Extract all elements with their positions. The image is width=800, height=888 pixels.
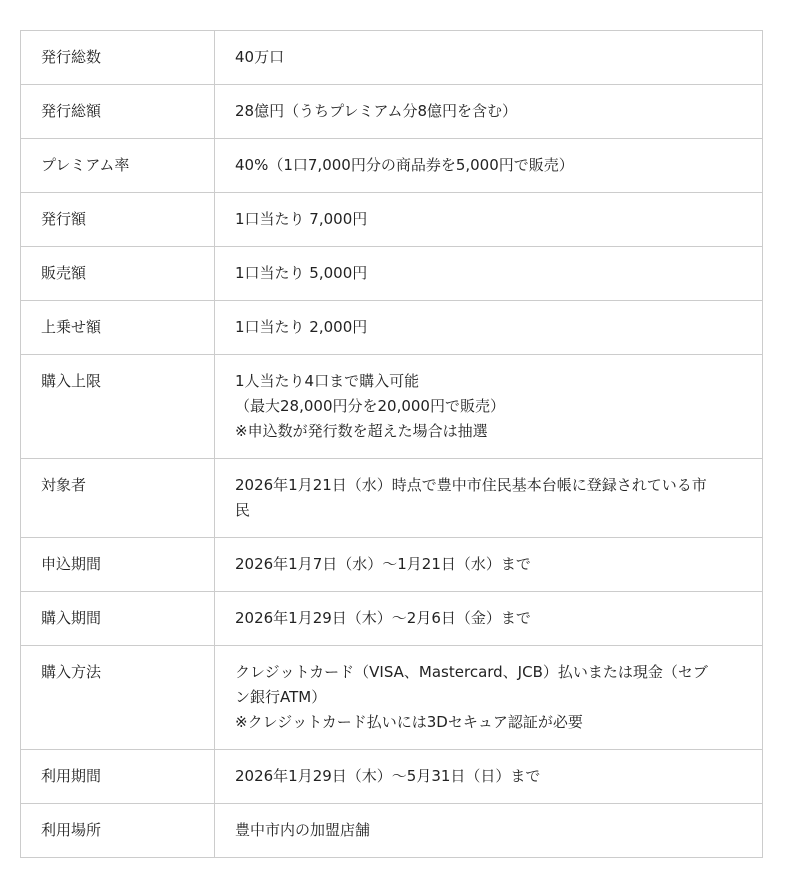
row-value bbox=[215, 139, 763, 193]
row-value-line: 1人当たり4口まで購入可能 bbox=[235, 372, 420, 390]
row-value-line: （最大28,000円分を20,000円で販売） bbox=[235, 397, 505, 415]
table-row bbox=[21, 592, 763, 646]
row-label: 上乗せ額 bbox=[21, 301, 215, 355]
row-value bbox=[215, 592, 763, 646]
row-value bbox=[215, 193, 763, 247]
row-value-line: 1口当たり 7,000円 bbox=[235, 210, 368, 228]
row-value bbox=[215, 804, 763, 858]
table-row bbox=[21, 538, 763, 592]
row-value bbox=[215, 85, 763, 139]
row-value-line: 民 bbox=[235, 501, 251, 519]
row-value bbox=[215, 301, 763, 355]
table-row bbox=[21, 31, 763, 85]
row-label: 利用期間 bbox=[21, 750, 215, 804]
table-row bbox=[21, 459, 763, 538]
row-value-line: 40万口 bbox=[235, 48, 285, 66]
row-value bbox=[215, 538, 763, 592]
table-row bbox=[21, 355, 763, 459]
row-label: 購入期間 bbox=[21, 592, 215, 646]
row-value bbox=[215, 247, 763, 301]
row-label: 購入方法 bbox=[21, 646, 215, 750]
row-value-line: 28億円（うちプレミアム分8億円を含む） bbox=[235, 102, 517, 120]
row-value-line: クレジットカード（VISA、Mastercard、JCB）払いまたは現金（セブ bbox=[235, 663, 708, 681]
row-label: 発行額 bbox=[21, 193, 215, 247]
table-row bbox=[21, 301, 763, 355]
row-value-line: ※クレジットカード払いには3Dセキュア認証が必要 bbox=[235, 713, 583, 731]
row-value bbox=[215, 750, 763, 804]
row-label: 販売額 bbox=[21, 247, 215, 301]
row-value bbox=[215, 355, 763, 459]
table-row bbox=[21, 139, 763, 193]
row-label: 対象者 bbox=[21, 459, 215, 538]
table-row bbox=[21, 646, 763, 750]
row-value bbox=[215, 31, 763, 85]
table-row bbox=[21, 193, 763, 247]
row-value-line: 40%（1口7,000円分の商品券を5,000円で販売） bbox=[235, 156, 574, 174]
row-value-line: ン銀行ATM） bbox=[235, 688, 327, 706]
row-value-line: 2026年1月21日（水）時点で豊中市住民基本台帳に登録されている市 bbox=[235, 476, 707, 494]
row-label: プレミアム率 bbox=[21, 139, 215, 193]
row-label: 購入上限 bbox=[21, 355, 215, 459]
row-label: 申込期間 bbox=[21, 538, 215, 592]
row-value-line: 1口当たり 5,000円 bbox=[235, 264, 368, 282]
row-value-line: 1口当たり 2,000円 bbox=[235, 318, 368, 336]
row-label: 利用場所 bbox=[21, 804, 215, 858]
row-value-line: 2026年1月7日（水）～1月21日（水）まで bbox=[235, 555, 531, 573]
row-value bbox=[215, 459, 763, 538]
table-row bbox=[21, 804, 763, 858]
row-label: 発行総数 bbox=[21, 31, 215, 85]
table-row bbox=[21, 750, 763, 804]
row-value-line: 2026年1月29日（木）～5月31日（日）まで bbox=[235, 767, 541, 785]
row-value-line: 2026年1月29日（木）～2月6日（金）まで bbox=[235, 609, 531, 627]
info-table bbox=[20, 30, 763, 858]
row-label: 発行総額 bbox=[21, 85, 215, 139]
row-value bbox=[215, 646, 763, 750]
row-value-line: 豊中市内の加盟店舗 bbox=[235, 821, 371, 839]
table-row bbox=[21, 247, 763, 301]
row-value-line: ※申込数が発行数を超えた場合は抽選 bbox=[235, 422, 488, 440]
table-row bbox=[21, 85, 763, 139]
